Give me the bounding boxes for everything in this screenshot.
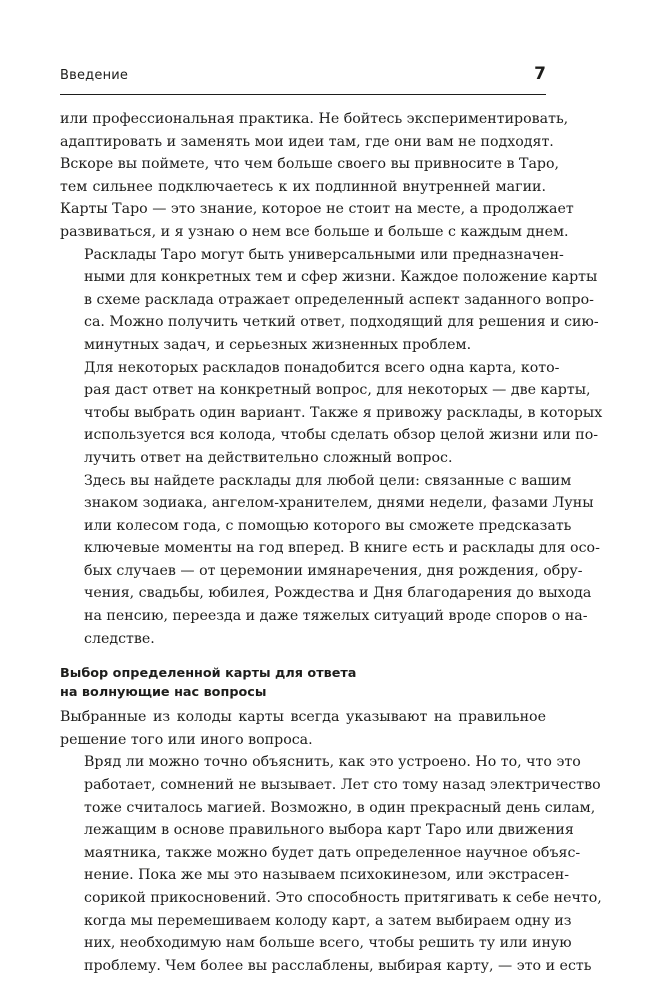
- text-line: решение того или иного вопроса.: [60, 731, 313, 748]
- text-line: минутных задач, и серьезных жизненных проблем.: [84, 336, 472, 353]
- text-line: рая даст ответ на конкретный вопрос, для некоторых — две карты,: [84, 382, 591, 399]
- paragraph: [60, 470, 600, 651]
- text-line: Вряд ли можно точно объяснить, как это устроено. Но то, что это: [84, 754, 581, 771]
- text-line: Выбранные из колоды карты всегда указывают на правильное: [60, 709, 546, 726]
- text-line: бых случаев — от церемонии имянаречения, дня рождения, обру-: [84, 562, 583, 579]
- section-heading: [60, 664, 546, 702]
- text-line: маятника, также можно будет дать определенное научное объяс-: [84, 844, 581, 861]
- text-line: Карты Таро — это знание, которое не стоит на месте, а продолжает: [60, 201, 574, 218]
- text-line: или колесом года, с помощью которого вы сможете предсказать: [84, 517, 572, 534]
- text-line: Для некоторых раскладов понадобится всего одна карта, кото-: [84, 359, 560, 376]
- text-line: знаком зодиака, ангелом-хранителем, днями недели, фазами Луны: [84, 495, 594, 512]
- body-text: [60, 108, 603, 977]
- text-line: Здесь вы найдете расклады для любой цели: связанные с вашим: [84, 472, 572, 489]
- text-line: в схеме расклада отражает определенный аспект заданного вопро-: [84, 291, 594, 308]
- paragraph: [60, 751, 602, 977]
- running-header: [60, 64, 546, 95]
- running-header-row: [60, 64, 546, 84]
- text-line: ключевые моменты на год вперед. В книге есть и расклады для осо-: [84, 540, 600, 557]
- text-line: или профессиональная практика. Не бойтесь экспериментировать,: [60, 111, 569, 127]
- text-line: Вскоре вы поймете, что чем больше своего вы привносите в Таро,: [60, 156, 560, 173]
- text-line: сорикой прикосновений. Это способность притягивать к себе нечто,: [84, 890, 602, 906]
- text-line: чения, свадьбы, юбилея, Рождества и Дня благодарения до выхода: [84, 585, 592, 602]
- text-line: них, необходимую нам больше всего, чтобы решить ту или иную: [84, 935, 572, 952]
- paragraph: [60, 108, 574, 244]
- text-line: чтобы выбрать один вариант. Также я привожу расклады, в которых: [84, 404, 603, 421]
- page-number: 7: [534, 64, 546, 84]
- text-line: нение. Пока же мы это называем психокинезом, или экстрасен-: [84, 867, 569, 884]
- text-line: ными для конкретных тем и сфер жизни. Каждое положение карты: [84, 269, 598, 286]
- text-line: лежащим в основе правильного выбора карт Таро или движения: [84, 822, 574, 839]
- text-line: лучить ответ на действительно сложный вопрос.: [84, 449, 453, 466]
- paragraph: [60, 357, 603, 470]
- text-line: работает, сомнений не вызывает. Лет сто тому назад электричество: [84, 777, 601, 794]
- text-line: тоже считалось магией. Возможно, в один прекрасный день силам,: [84, 799, 596, 816]
- text-line: используется вся колода, чтобы сделать обзор целой жизни или по-: [84, 427, 599, 444]
- section-heading-line: Выбор определенной карты для ответа: [60, 666, 357, 682]
- section-heading-line: на волнующие нас вопросы: [60, 685, 267, 701]
- paragraph: [60, 244, 599, 357]
- header-rule: [60, 94, 546, 95]
- text-line: Расклады Таро могут быть универсальными или предназначен-: [84, 246, 564, 263]
- text-line: на пенсию, переезда и даже тяжелых ситуаций вроде споров о на-: [84, 608, 588, 625]
- text-line: тем сильнее подключаетесь к их подлинной внутренней магии.: [60, 178, 546, 195]
- text-line: развиваться, и я узнаю о нем все больше и больше с каждым днем.: [60, 223, 569, 240]
- text-line: са. Можно получить четкий ответ, подходящий для решения и сию-: [84, 314, 599, 331]
- text-line: проблему. Чем более вы расслаблены, выбирая карту, — это и есть: [84, 957, 592, 974]
- section-title: Введение: [60, 68, 129, 83]
- text-line: когда мы перемешиваем колоду карт, а затем выбираем одну из: [84, 912, 572, 929]
- paragraph: [60, 706, 546, 751]
- text-line: адаптировать и заменять мои идеи там, где они вам не подходят.: [60, 133, 554, 150]
- text-line: следстве.: [84, 630, 155, 647]
